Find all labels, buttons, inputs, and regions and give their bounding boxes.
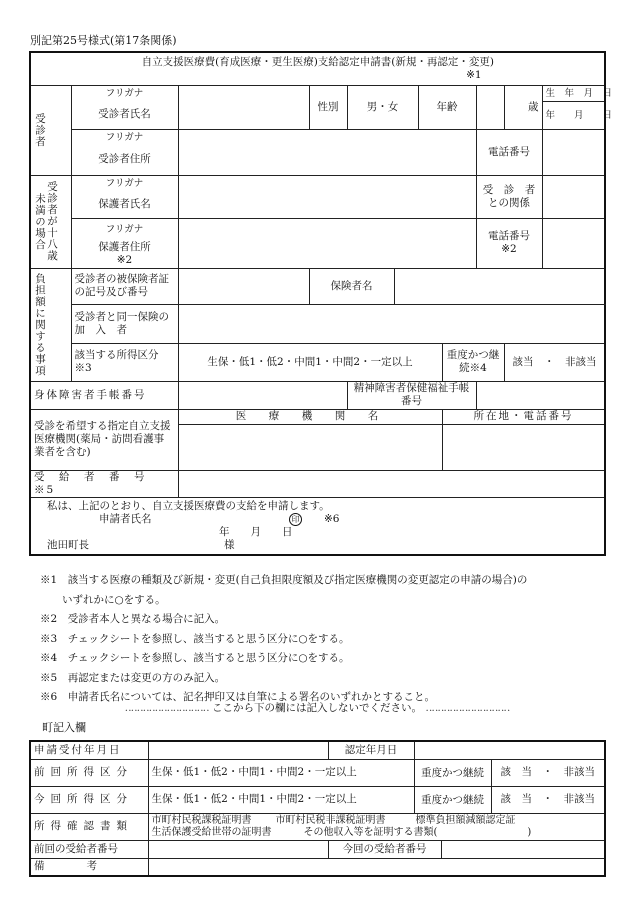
insurer-name-input[interactable] <box>394 268 605 305</box>
form-number: 別記第25号様式(第17条関係) <box>30 34 177 47</box>
curr-severe-options[interactable]: 該 当 ・ 非該当 <box>491 786 605 813</box>
birth-date-input[interactable]: 年 月 日 <box>542 101 605 129</box>
prev-severe-label: 重度かつ継続 <box>414 759 491 786</box>
note-1-cont: いずれかに○をする。 <box>62 593 166 606</box>
phone-label: 電話番号 <box>476 129 542 175</box>
curr-income-label: 今回所得区分 <box>30 786 148 813</box>
note-1: ※1 該当する医療の種類及び新規・変更(自己負担限度額及び指定医療機関の変更認定の申請の場合)の <box>40 574 528 586</box>
furigana-label: フリガナ <box>71 175 178 191</box>
applicant-name-label: 申請者氏名 <box>99 512 152 525</box>
same-insurance-label: 受診者と同一保険の 加 入 者 <box>71 305 178 344</box>
income-docs-options[interactable]: 市町村民税課税証明書 市町村民税非課税証明書 標準負担額減額認定証 生活保護受給世帯の証明書 その他収入等を証明する書類( ) <box>148 813 605 840</box>
guardian-furigana-input[interactable] <box>178 175 476 191</box>
mental-book-label: 精神障害者保健福祉手帳番号 <box>347 381 476 409</box>
furigana-label: フリガナ <box>71 129 178 145</box>
curr-severe-label: 重度かつ継続 <box>414 786 491 813</box>
guardian-phone-input[interactable] <box>542 218 605 268</box>
honorific: 様 <box>224 538 235 551</box>
recipient-number-label: 受 給 者 番 号 ※5 <box>30 470 178 497</box>
mental-book-input[interactable] <box>476 381 605 409</box>
phone-input[interactable] <box>542 129 605 175</box>
prev-severe-options[interactable]: 該 当 ・ 非該当 <box>491 759 605 786</box>
furigana-label: フリガナ <box>71 218 178 240</box>
mayor-label: 池田町長 <box>47 538 89 551</box>
birth-label: 生 年 月 日 <box>542 85 605 101</box>
title-note: ※1 <box>466 68 482 81</box>
disability-book-input[interactable] <box>178 381 347 409</box>
remarks-label: 備 考 <box>30 858 148 876</box>
relation-input[interactable] <box>542 175 605 218</box>
prev-recipient-label: 前回の受給者番号 <box>30 840 148 858</box>
age-label: 年齢 <box>418 85 476 129</box>
receipt-date-input[interactable] <box>148 741 328 759</box>
seal-note: ※6 <box>324 512 340 525</box>
income-class-options[interactable]: 生保・低1・低2・中間1・中間2・一定以上 <box>178 343 442 381</box>
separator-line: ‥‥‥‥‥‥‥‥‥‥‥‥‥‥ ここから下の欄には記入しないでください。 ‥‥‥‥‥‥‥‥‥‥‥‥‥‥ <box>124 702 510 714</box>
note-4: ※4 チェックシートを参照し、該当すると思う区分に○をする。 <box>40 652 350 664</box>
prev-recipient-input[interactable] <box>148 840 328 858</box>
notes-list <box>40 571 610 708</box>
gender-options[interactable]: 男・女 <box>347 85 418 129</box>
guardian-name-input[interactable] <box>178 191 476 218</box>
recipient-number-input[interactable] <box>178 470 605 497</box>
phone-label-2: 電話番号 ※2 <box>476 218 542 268</box>
office-use-table <box>29 740 606 877</box>
insured-number-input[interactable] <box>178 268 309 305</box>
cert-date-input[interactable] <box>414 741 605 759</box>
application-date[interactable]: 年 月 日 <box>219 525 293 538</box>
curr-recipient-label: 今回の受給者番号 <box>328 840 441 858</box>
institution-address-header: 所在地・電話番号 <box>442 409 605 424</box>
note-5: ※5 再認定または変更の方のみ記入。 <box>40 671 226 684</box>
guardian-address-input[interactable] <box>178 240 476 268</box>
separator-text: ここから下の欄には記入しないでください。 <box>212 702 422 714</box>
prev-income-label: 前回所得区分 <box>30 759 148 786</box>
form-title: 自立支援医療費(育成医療・更生医療)支給認定申請書(新規・再認定・変更) <box>141 55 494 68</box>
declaration-block <box>30 497 605 555</box>
insurer-name-label: 保険者名 <box>309 268 394 305</box>
prev-income-options[interactable]: 生保・低1・低2・中間1・中間2・一定以上 <box>148 759 414 786</box>
income-docs-label: 所得確認書類 <box>30 813 148 840</box>
patient-section-label: 受診者 <box>30 85 71 175</box>
application-form <box>29 51 613 556</box>
curr-income-options[interactable]: 生保・低1・低2・中間1・中間2・一定以上 <box>148 786 414 813</box>
patient-address-input[interactable] <box>178 145 476 175</box>
note-2: ※2 受診者本人と異なる場合に記入。 <box>40 613 226 625</box>
age-input[interactable] <box>476 85 504 129</box>
patient-name-input[interactable] <box>178 101 309 129</box>
institution-address-input[interactable] <box>442 424 605 470</box>
patient-address-label: 受診者住所 <box>71 145 178 175</box>
guardian-name-label: 保護者氏名 <box>71 191 178 218</box>
declaration-text: 私は、上記のとおり、自立支援医療費の支給を申請します。 <box>47 499 330 512</box>
patient-furigana-input[interactable] <box>178 85 309 101</box>
age-unit: 歳 <box>504 85 542 129</box>
seal-mark: 印 <box>289 513 302 526</box>
address-furigana-input[interactable] <box>178 129 476 145</box>
remarks-input[interactable] <box>148 858 605 876</box>
income-class-label: 該当する所得区分 ※3 <box>71 343 178 381</box>
desired-institution-label: 受診を希望する指定自立支援医療機関(薬局・訪問看護事業者を含む) <box>30 409 178 470</box>
same-insurance-input[interactable] <box>178 305 605 344</box>
guardian-address-label: 保護者住所 ※2 <box>71 240 178 268</box>
disability-book-label: 身体障害者手帳番号 <box>30 381 178 409</box>
guardian-address-furigana-input[interactable] <box>178 218 476 240</box>
furigana-label: フリガナ <box>71 85 178 101</box>
curr-recipient-input[interactable] <box>441 840 605 858</box>
severe-options[interactable]: 該当 ・ 非該当 <box>504 343 605 381</box>
receipt-date-label: 申請受付年月日 <box>30 741 148 759</box>
patient-name-label: 受診者氏名 <box>71 101 178 129</box>
relation-label: 受 診 者 との関係 <box>476 175 542 218</box>
insured-number-label: 受診者の被保険者証の記号及び番号 <box>71 268 178 305</box>
note-6: ※6 申請者氏名については、記名押印又は自筆による署名のいずれかとすること。 <box>40 691 435 703</box>
office-heading: 町記入欄 <box>42 721 86 734</box>
gender-label: 性別 <box>309 85 347 129</box>
institution-name-header: 医 療 機 関 名 <box>178 409 442 424</box>
note-3: ※3 チェックシートを参照し、該当すると思う区分に○をする。 <box>40 632 350 645</box>
severe-label: 重度かつ継続※4 <box>442 343 504 381</box>
form-title-cell <box>30 52 605 85</box>
cert-date-label: 認定年月日 <box>328 741 414 759</box>
burden-section-label: 負担額に関する事項 <box>30 268 71 381</box>
institution-name-input[interactable] <box>178 424 442 470</box>
guardian-section-label: 受診者が十八歳未満の場合 <box>30 175 71 268</box>
